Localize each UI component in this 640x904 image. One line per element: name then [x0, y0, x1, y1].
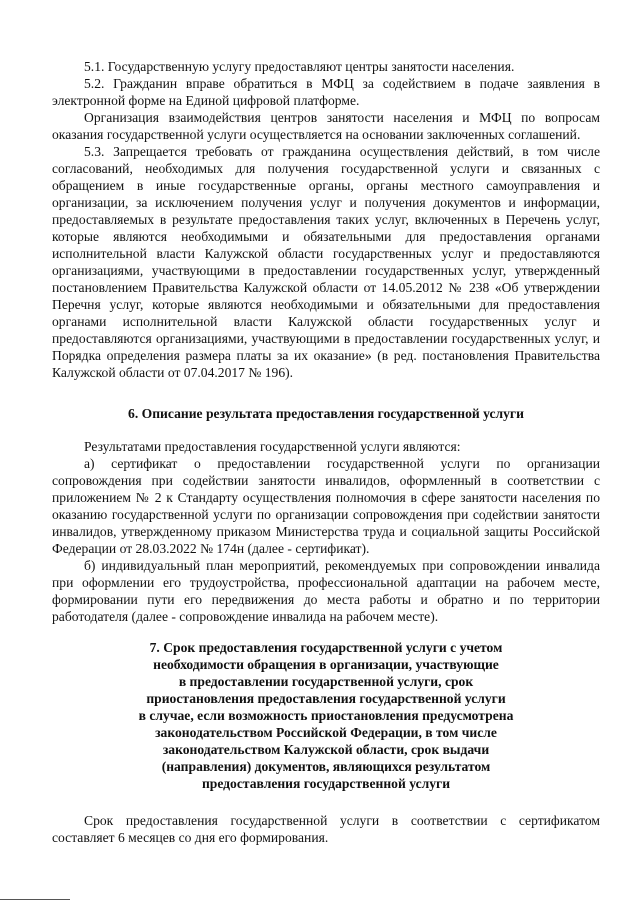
document-body [52, 58, 600, 846]
paragraph-organization: Организация взаимодействия центров занятости населения и МФЦ по вопросам оказания государственной услуги осуществляется на основании заключенных соглашений. [52, 110, 600, 142]
paragraph-item-a: а) сертификат о предоставлении государственной услуги по организации сопровождения при содействии занятости инвалидов, оформленный в соответствии с приложением № 2 к Стандарту осуществления полномочия в сфере занятости населения по оказанию государственной услуги по организации сопровождения при содействии занятости инвалидов, утвержденному приказом Министерства труда и социальной защиты Российской Федерации от 28.03.2022 № 174н (далее - сертификат). [52, 456, 600, 556]
heading-line: предоставления государственной услуги [201, 776, 451, 791]
heading-line: 7. Срок предоставления государственной услуги с учетом [149, 640, 503, 655]
heading-line: законодательством Российской Федерации, в том числе [155, 725, 497, 740]
paragraph-5-3: 5.3. Запрещается требовать от гражданина осуществления действий, в том числе согласований, необходимых для получения государственной услуги и связанных с обращением в иные государственные органы, органы местного самоуправления и организации, за исключением получения услуг и получения документов и информации, предоставляемых в результате предоставления таких услуг, включенных в Перечень услуг, которые являются необходимыми и обязательными для предоставления органами исполнительной власти Калужской области государственных услуг и предоставляются организациями, участвующими в предоставлении государственных услуг, утвержденный постановлением Правительства Калужской области от 14.05.2012 № 238 «Об утверждении Перечня услуг, которые являются необходимыми и обязательными для предоставления органами исполнительной власти Калужской области государственных услуг и предоставляются организациями, участвующими в предоставлении государственных услуг, и Порядка определения размера платы за их оказание» (в ред. постановления Правительства Калужской области от 07.04.2017 № 196). [52, 144, 600, 380]
paragraph-term: Срок предоставления государственной услуги в соответствии с сертификатом составляет 6 месяцев со дня его формирования. [52, 813, 600, 845]
heading-line: необходимости обращения в организации, участвующие [153, 657, 499, 672]
heading-line: приостановления предоставления государственной услуги [146, 691, 506, 706]
heading-line: (направления) документов, являющихся результатом [161, 759, 491, 774]
paragraph-5-2: 5.2. Гражданин вправе обратиться в МФЦ за содействием в подаче заявления в электронной форме на Единой цифровой платформе. [52, 76, 600, 108]
heading-line: законодательством Калужской области, срок выдачи [162, 742, 490, 757]
heading-line: в случае, если возможность приостановления предусмотрена [138, 708, 514, 723]
paragraph-results: Результатами предоставления государственной услуги являются: [84, 439, 461, 454]
paragraph-item-b: б) индивидуальный план мероприятий, рекомендуемых при сопровождении инвалида при оформлении его трудоустройства, профессиональной адаптации на рабочем месте, формировании пути его передвижения до места работы и обратно и по территории работодателя (далее - сопровождение инвалида на рабочем месте). [52, 558, 600, 624]
section-6-heading: 6. Описание результата предоставления государственной услуги [128, 406, 524, 421]
paragraph-5-1: 5.1. Государственную услугу предоставляют центры занятости населения. [84, 59, 515, 74]
footer-divider [0, 899, 70, 900]
heading-line: в предоставлении государственной услуги, срок [178, 674, 474, 689]
section-7-heading [52, 639, 600, 792]
